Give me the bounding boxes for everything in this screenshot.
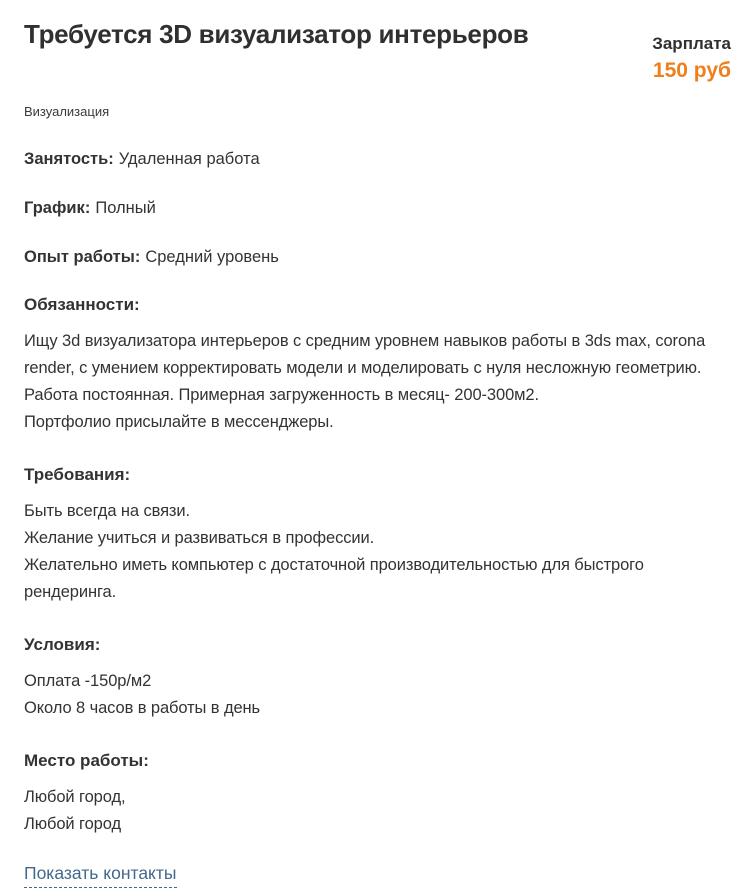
section-location (24, 751, 731, 838)
section-body (24, 328, 731, 436)
section-heading: Условия: (24, 635, 101, 654)
section-requirements (24, 465, 731, 606)
section-body (24, 784, 731, 838)
attribute-value: Полный (95, 199, 156, 217)
section-line: Желание учиться и развиваться в профессии. (24, 529, 375, 547)
attribute-value: Удаленная работа (118, 150, 260, 168)
section-body (24, 668, 731, 722)
attribute-value: Средний уровень (145, 248, 279, 266)
attribute-label: График: (24, 199, 91, 217)
section-line: Оплата -150р/м2 (24, 672, 152, 690)
section-body (24, 498, 731, 606)
section-heading: Требования: (24, 465, 131, 484)
section-line: Любой город (24, 815, 121, 833)
attribute-schedule (24, 199, 731, 217)
page-title: Требуется 3D визуализатор интерьеров (24, 19, 529, 49)
section-heading: Место работы: (24, 751, 149, 770)
attribute-label: Занятость: (24, 150, 114, 168)
section-line: Быть всегда на связи. (24, 502, 191, 520)
vacancy-category: Визуализация (24, 104, 110, 119)
show-contacts-link[interactable]: Показать контакты (24, 863, 177, 888)
attribute-employment (24, 150, 731, 168)
section-heading: Обязанности: (24, 295, 140, 314)
salary-value: 150 руб (652, 59, 731, 82)
attribute-experience (24, 248, 731, 266)
section-line: Любой город, (24, 788, 126, 806)
salary-label: Зарплата (652, 34, 731, 53)
section-line: Около 8 часов в работы в день (24, 699, 261, 717)
section-conditions (24, 635, 731, 722)
salary-block (652, 34, 731, 83)
section-line: Портфолио присылайте в мессенджеры. (24, 413, 334, 431)
attribute-label: Опыт работы: (24, 248, 141, 266)
vacancy-header (24, 18, 731, 83)
section-duties (24, 295, 731, 436)
section-line: Желательно иметь компьютер с достаточной производительностью для быстрого рендеринга. (24, 556, 644, 601)
section-line: Ищу 3d визуализатора интерьеров с средним уровнем навыков работы в 3ds max, corona render, с умением корректировать модели и моделировать с нуля несложную геометрию. Работа постоянная. Примерная загруженность в месяц- 200-300м2. (24, 332, 706, 404)
